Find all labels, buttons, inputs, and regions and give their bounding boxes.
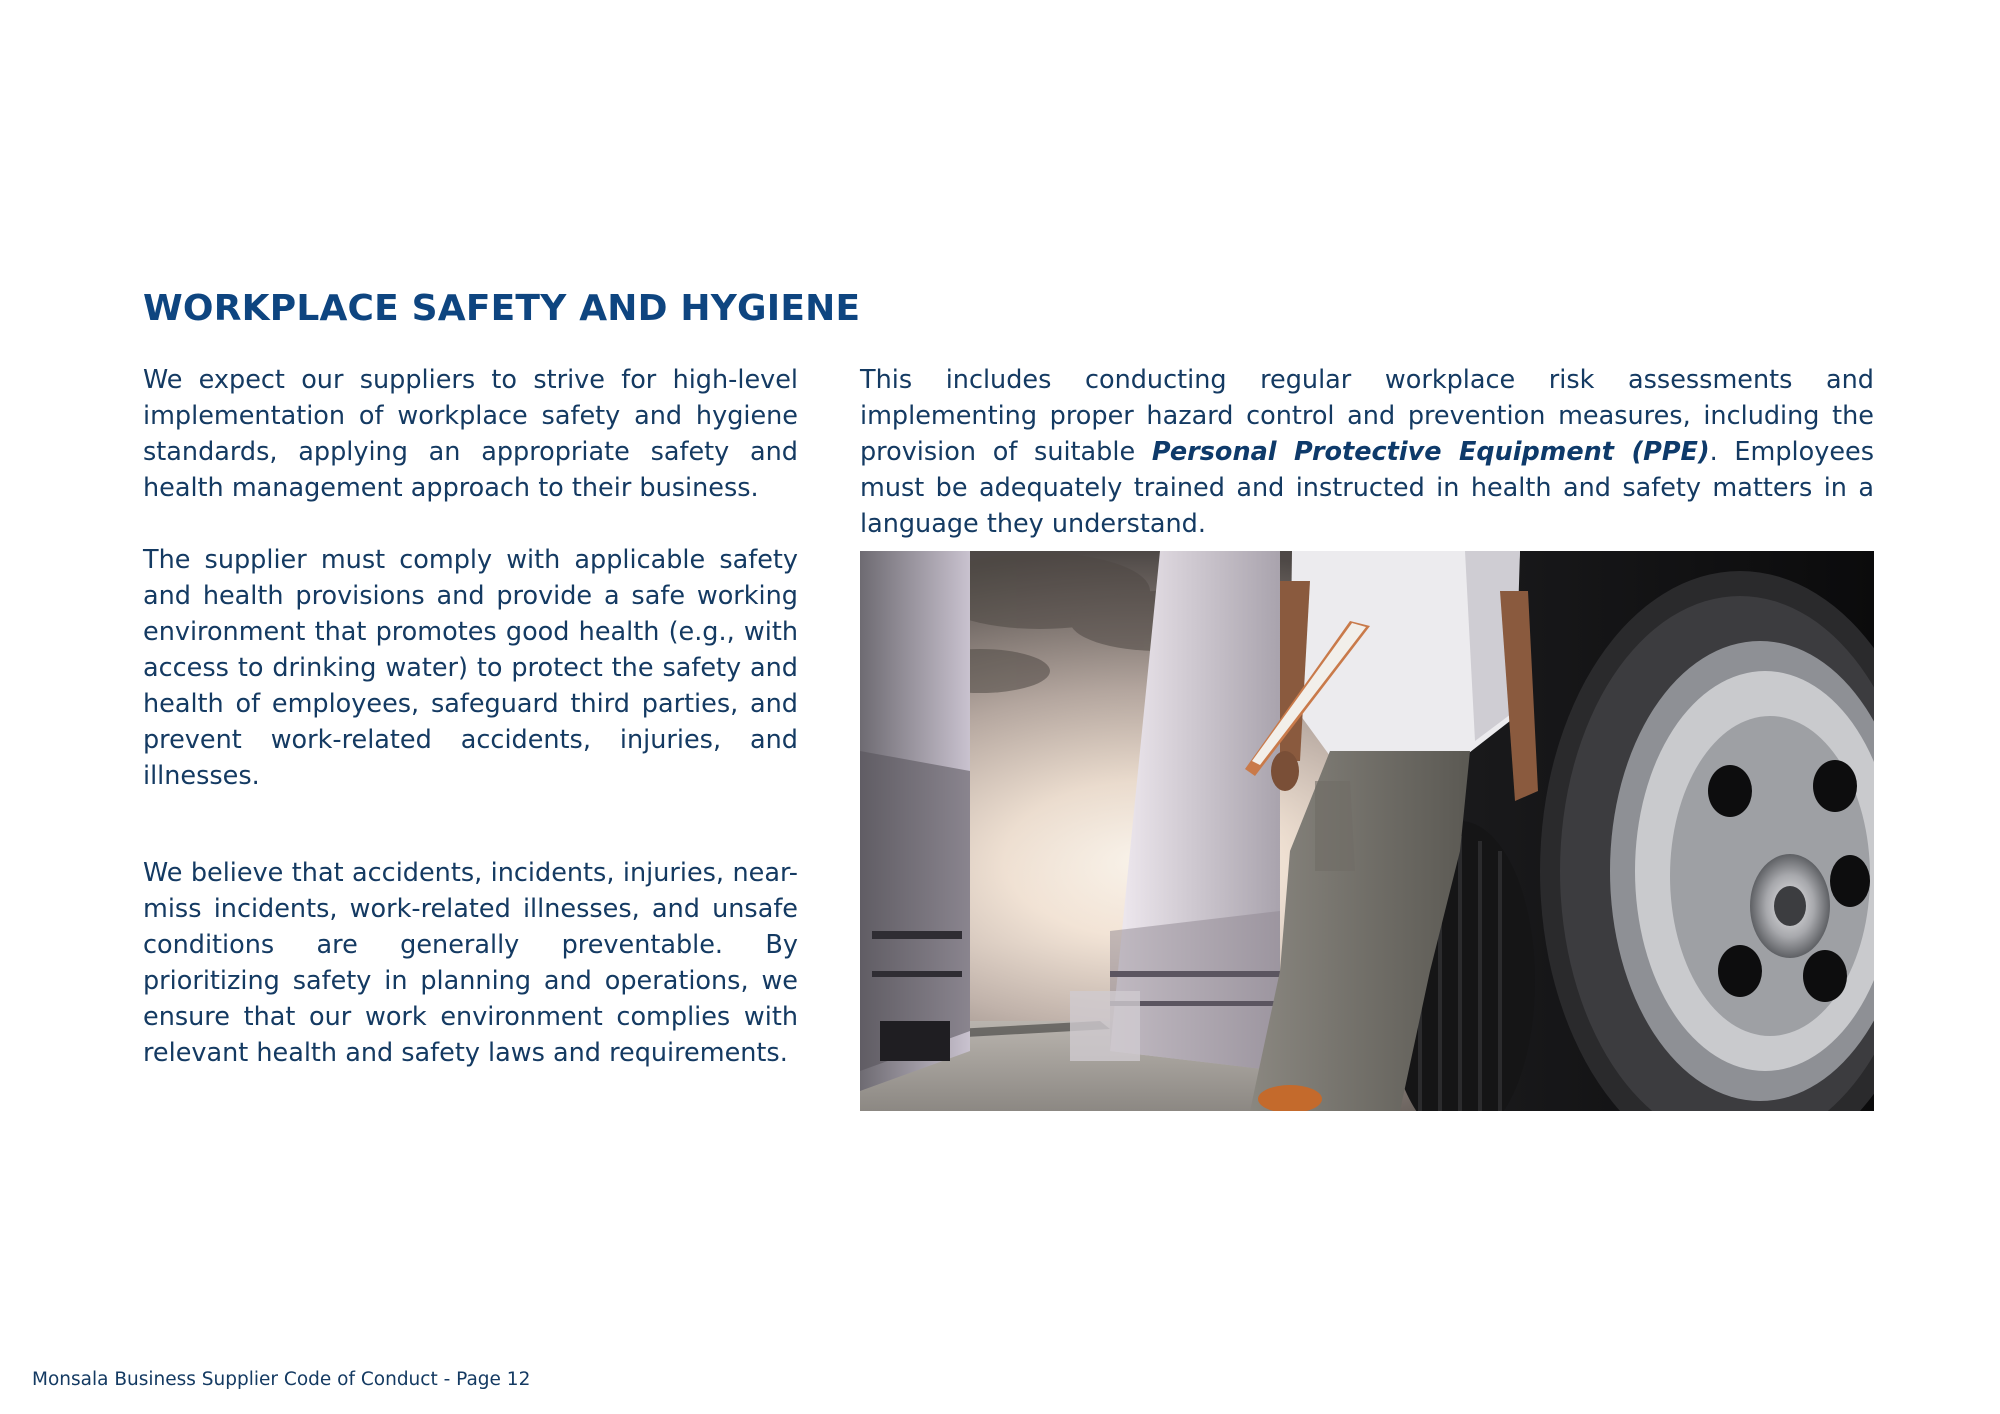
- left-paragraph-3: [143, 855, 798, 1071]
- left-paragraph-3-text: We believe that accidents, incidents, injuries, near-miss incidents, work-related illnesses, and unsafe conditions are generally preventable. By prioritizing safety in planning and operations, we ensure that our work environment complies with relevant health and safety laws and requirements.: [143, 858, 798, 1068]
- truck-worker-photo: [860, 551, 1874, 1111]
- right-paragraph: [860, 362, 1874, 542]
- right-text-before: This includes conducting regular workplace risk assessments and implementing proper hazard control and prevention measures, including the provision of suitable: [860, 365, 1874, 467]
- page-heading: WORKPLACE SAFETY AND HYGIENE: [143, 288, 861, 329]
- right-text-after: . Employees must be adequately trained and instructed in health and safety matters in a language they understand.: [860, 437, 1874, 539]
- left-paragraph-2: [143, 542, 798, 794]
- left-paragraph-1: [143, 362, 798, 506]
- left-paragraph-1-text: We expect our suppliers to strive for high-level implementation of workplace safety and hygiene standards, applying an appropriate safety and health management approach to their business.: [143, 365, 798, 503]
- page-footer: Monsala Business Supplier Code of Conduct - Page 12: [32, 1369, 531, 1390]
- right-paragraph-text: [860, 362, 1874, 542]
- ppe-emphasis: Personal Protective Equipment (PPE): [1151, 437, 1710, 467]
- left-paragraph-2-text: The supplier must comply with applicable safety and health provisions and provide a safe working environment that promotes good health (e.g., with access to drinking water) to protect the safety and health of employees, safeguard third parties, and prevent work-related accidents, injuries, and illnesses.: [143, 545, 798, 791]
